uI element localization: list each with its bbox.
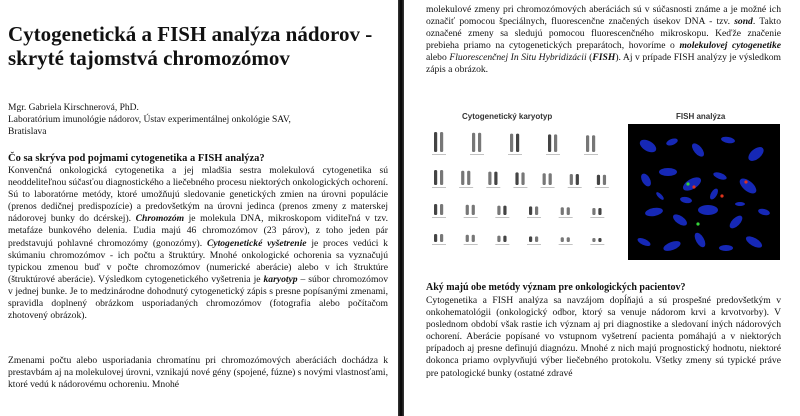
chromosome	[434, 204, 437, 215]
chromosome	[603, 175, 606, 185]
article-title: Cytogenetická a FISH analýza nádorov - skryté tajomstvá chromozómov	[8, 22, 373, 70]
karyotype-underline	[459, 187, 473, 188]
chromosome	[497, 236, 500, 242]
chromosome	[548, 134, 551, 152]
fish-signal	[744, 180, 747, 183]
chromosome	[521, 172, 524, 185]
chromosome	[497, 206, 500, 215]
chromosome	[434, 132, 437, 152]
chromosome	[592, 135, 595, 152]
karyotype-underline	[527, 244, 541, 245]
paragraph-intro	[8, 165, 388, 322]
karyotype-underline	[590, 244, 604, 245]
chromosome	[510, 134, 513, 152]
fish-chromosome	[719, 245, 733, 251]
chromosome	[467, 171, 470, 185]
chromosome	[535, 236, 538, 242]
karyotype-underline	[470, 154, 484, 155]
karyotype-image	[426, 118, 622, 256]
chromosome	[478, 133, 481, 152]
author-affiliation: Laboratórium imunológie nádorov, Ústav experimentálnej onkológie SAV,	[8, 115, 291, 125]
chromosome	[529, 206, 532, 215]
fish-chromosome	[698, 205, 718, 215]
term-fish: FISH	[592, 52, 616, 64]
author-block	[8, 102, 388, 138]
fish-chromosome	[659, 168, 677, 176]
chromosome	[586, 135, 589, 152]
molecular-text-c: alebo	[426, 52, 447, 64]
chromosome	[543, 173, 546, 185]
chromosome	[549, 173, 552, 185]
chromosome	[535, 206, 538, 215]
fish-signal	[720, 194, 723, 197]
fish-image	[628, 124, 780, 260]
intro-text-b: je molekula DNA, mikroskopom viditeľná v tzv. metafáze bunkového delenia. Ľudia majú 46 chromozómov (23 párov), z toho jeden pár predstavujú pohlavné chromozómy (gonozómy).	[8, 213, 388, 249]
chromosome	[592, 208, 595, 215]
author-city: Bratislava	[8, 127, 47, 137]
molecular-text-e: ). Aj v prípade FISH analýzy je výsledkom zápis a obrázok.	[426, 52, 781, 76]
karyotype-underline	[527, 217, 541, 218]
karyotype-underline	[432, 244, 446, 245]
chromosome	[597, 175, 600, 185]
chromosome	[515, 172, 518, 185]
karyotype-underline	[432, 187, 446, 188]
term-cytogenetic-exam: Cytogenetické vyšetrenie	[206, 237, 307, 249]
intro-text-c: je proces vedúci k skúmaniu chromozómov - ich počtu a štruktúry. Mnohé onkologické ochorenia sa vyznačujú typickou zmenou buď v počte chromozómov (numerické aberácie) alebo v ich štruktúre (štruktúrové aberácie). Výsledkom cytogenetického vyšetrenia je	[8, 237, 388, 285]
karyotype-underline	[584, 154, 598, 155]
molecular-text-b: . Takto označené zmeny sa sledujú pomocou fluorescenčného mikroskopu. Keďže značenie prebieha priamo na cytogenetických preparátoch, hovoríme o	[426, 16, 781, 52]
chromosome	[592, 238, 595, 242]
chromosome	[561, 237, 564, 242]
intro-text-d: – súbor chromozómov v jednej bunke. Je to medzinárodne dohodnutý cytogenetický zápis s presne popísanými zmenami, spravidla doplnený obrázkom usporiadaných chromozómov (fotografia alebo počítačom zhotovený obrázok).	[8, 273, 389, 322]
chromosome	[516, 134, 519, 152]
chromosome	[434, 170, 437, 185]
fish-signal	[692, 185, 695, 188]
chromosome	[598, 238, 601, 242]
chromosome	[461, 171, 464, 185]
section-heading-1: Čo sa skrýva pod pojmami cytogenetika a FISH analýza?	[8, 153, 265, 164]
term-chromozom: Chromozóm	[135, 213, 185, 225]
chromosome	[598, 208, 601, 215]
paragraph-significance: Cytogenetika a FISH analýza sa navzájom dopĺňajú a sú prospešné predovšetkým v onkohematológii (onkologický odbor, ktorý sa venuje nádorom krvi a krvotvorby). V poslednom období však rastie ich význam aj pri diagnostike a sledovaní iných nádorových ochorení. Aberácie popísané vo vstupnom vyšetrení pacienta pomáhajú a v niektorých prípadoch aj presne definujú diagnózu. Mnohé z nich majú prognostický hodnotu, niektoré dokonca priamo ovplyvňujú výber liečebného protokolu. Všetky zmeny sú typické práve pre patologické bunky (ostatné zdravé	[426, 295, 781, 379]
karyotype-underline	[590, 217, 604, 218]
karyotype-underline	[464, 217, 478, 218]
karyotype-underline	[559, 217, 573, 218]
molecular-text-d: (	[586, 52, 593, 64]
right-page	[404, 0, 800, 416]
figure-label-karyotype: Cytogenetický karyotyp	[462, 112, 553, 121]
karyotype-underline	[432, 217, 446, 218]
figure-label-fish: FISH analýza	[676, 112, 726, 121]
chromosome	[440, 170, 443, 185]
term-molecular-cytogenetics: molekulovej cytogenetike	[679, 40, 782, 52]
paragraph-changes: Zmenami počtu alebo usporiadania chromatínu pri chromozómových aberáciách dochádza k prestavbám aj na molekulovej úrovni, vznikajú nové gény (spojené, fúzne) s novými vlastnosťami, ktoré vedú k nádorovému ochoreniu. Mnohé	[8, 355, 388, 391]
karyotype-underline	[508, 154, 522, 155]
term-karyotyp: karyotyp	[263, 273, 298, 285]
left-page	[0, 0, 398, 416]
chromosome	[488, 172, 491, 185]
chromosome	[472, 133, 475, 152]
karyotype-underline	[568, 187, 582, 188]
term-fish-long: Fluorescenčnej In Situ Hybridizácii	[449, 52, 587, 64]
fish-signal	[696, 222, 699, 225]
intro-text-a: Konvenčná onkologická cytogenetika a jej mladšia sestra molekulová cytogenetika sú neoddeliteľnou súčasťou diagnostického a liečebného procesu niektorých onkologických ochorení. Sú to laboratórne metódy, ktoré umožňujú sledovanie genetických zmien na úrovni populácie (prenos dedičnej predispozície) a predovšetkým na úrovni jedinca (prenos zmeny z materskej nádorovej bunky do dcérskej).	[8, 165, 388, 225]
chromosome	[570, 174, 573, 185]
chromosome	[440, 204, 443, 215]
karyotype-underline	[486, 187, 500, 188]
karyotype-underline	[541, 187, 555, 188]
karyotype-underline	[495, 244, 509, 245]
karyotype-underline	[464, 244, 478, 245]
fish-chromosome	[735, 202, 745, 206]
chromosome	[503, 206, 506, 215]
term-sond: sond	[734, 16, 753, 28]
chromosome	[567, 207, 570, 215]
chromosome	[576, 174, 579, 185]
chromosome	[434, 234, 437, 242]
chromosome	[440, 132, 443, 152]
chromosome	[561, 207, 564, 215]
chromosome	[440, 234, 443, 242]
karyotype-underline	[513, 187, 527, 188]
section-heading-2: Aký majú obe metódy význam pre onkologických pacientov?	[426, 282, 686, 293]
karyotype-underline	[432, 154, 446, 155]
chromosome	[554, 134, 557, 152]
chromosome	[466, 205, 469, 215]
karyotype-underline	[546, 154, 560, 155]
paragraph-molecular	[426, 4, 781, 77]
chromosome	[466, 235, 469, 242]
chromosome	[472, 205, 475, 215]
karyotype-underline	[495, 217, 509, 218]
chromosome	[494, 172, 497, 185]
chromosome	[503, 236, 506, 242]
molecular-text-a: molekulové zmeny pri chromozómových aberáciách sú v súčasnosti známe a je možné ich označiť pomocou špeciálnych, fluorescenčne značených úsekov DNA - tzv.	[426, 4, 781, 28]
chromosome	[529, 236, 532, 242]
karyotype-underline	[595, 187, 609, 188]
chromosome	[567, 237, 570, 242]
fish-signal	[686, 182, 689, 185]
author-name: Mgr. Gabriela Kirschnerová, PhD.	[8, 103, 139, 113]
karyotype-underline	[559, 244, 573, 245]
chromosome	[472, 235, 475, 242]
